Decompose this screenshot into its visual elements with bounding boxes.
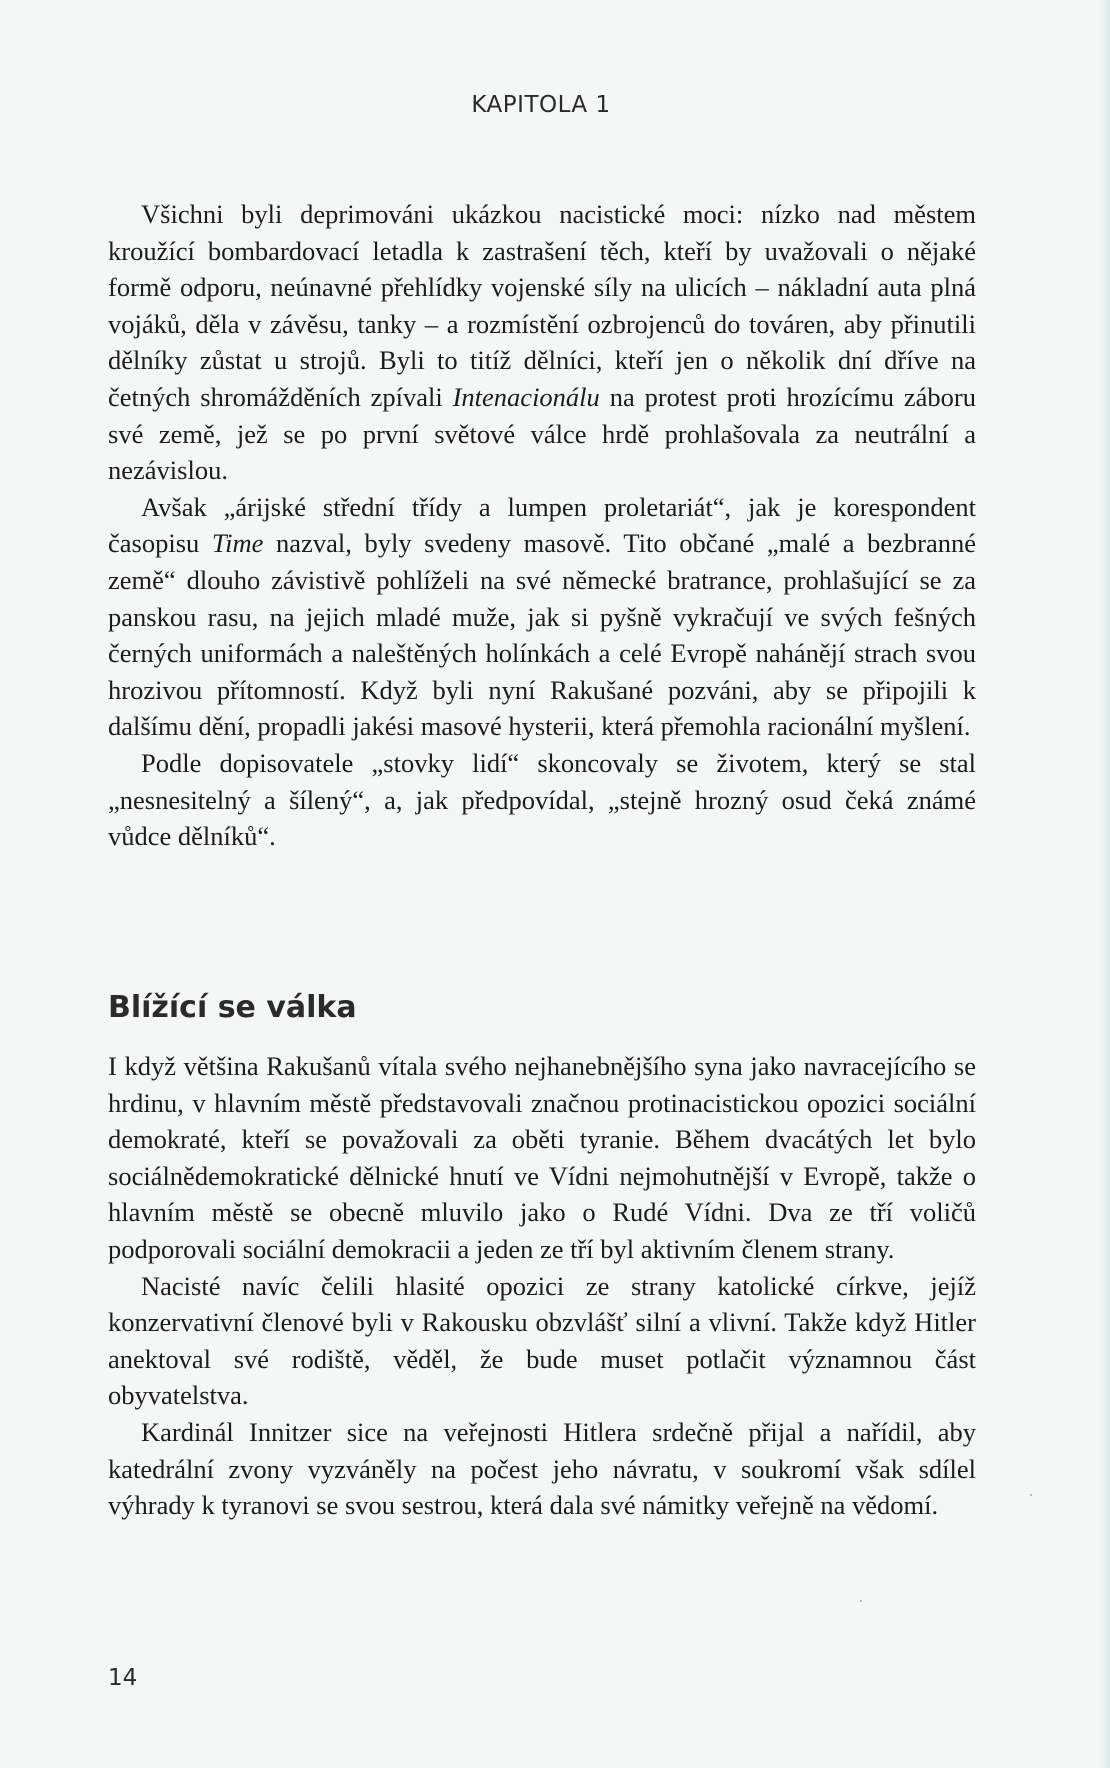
paragraph: Kardinál Innitzer sice na veřejnosti Hitlera srdečně přijal a nařídil, aby katedrální zvony vyzváněly na počest jeho návratu, v soukromí však sdílel výhrady k tyranovi se svou sestrou, která dala své námitky veřejně na vědomí.	[108, 1416, 976, 1521]
page-edge	[1098, 0, 1110, 1768]
text-run: na protest proti hrozícímu záboru své země, jež se po první světové válce hrdě prohlašovala za neutrální a nezávislou.	[108, 381, 976, 486]
body-text-bottom	[108, 1048, 976, 1524]
paragraph: I když většina Rakušanů vítala svého nejhanebnějšího syna jako navracejícího se hrdinu, v hlavním městě představovali značnou protinacistickou opozici sociální demokraté, kteří se považovali za oběti tyranie. Během dvacátých let bylo sociálnědemokratické dělnické hnutí ve Vídni nejmohutnější v Evropě, takže o hlavním městě se obecně mluvilo jako o Rudé Vídni. Dva ze tří voličů podporovali sociální demokracii a jeden ze tří byl aktivním členem strany.	[108, 1051, 976, 1264]
paragraph: Nacisté navíc čelili hlasité opozici ze strany katolické církve, jejíž konzervativní členové byli v Rakousku obzvlášť silní a vlivní. Takže když Hitler anektoval své rodiště, věděl, že bude muset potlačit významnou část obyvatelstva.	[108, 1270, 976, 1411]
italic-title: Intenacionálu	[452, 381, 600, 412]
paragraph	[108, 489, 976, 745]
body-text-top	[108, 196, 976, 855]
paragraph: Podle dopisovatele „stovky lidí“ skoncovaly se životem, který se stal „nesnesitelný a šílený“, a, jak předpovídal, „stejně hrozný osud čeká známé vůdce dělníků“.	[108, 747, 976, 852]
page-number: 14	[108, 1665, 138, 1691]
text-run: Všichni byli deprimováni ukázkou nacistické moci: nízko nad městem kroužící bombardovací letadla k zastrašení těch, kteří by uvažovali o nějaké formě odporu, neúnavné přehlídky vojenské síly na ulicích – nákladní auta plná vojáků, děla v závěsu, tanky – a rozmístění ozbrojenců do továren, aby přinutili dělníky zůstat u strojů. Byli to titíž dělníci, kteří jen o několik dní dříve na četných shromážděních zpívali	[108, 199, 976, 412]
text-run: Avšak „árijské střední třídy a lumpen proletariát“, jak je korespondent časopisu	[108, 491, 976, 559]
paragraph	[108, 196, 976, 489]
section-heading: Blížící se válka	[108, 990, 357, 1025]
italic-title: Time	[211, 528, 264, 559]
chapter-header: KAPITOLA 1	[471, 92, 611, 118]
text-run: nazval, byly svedeny masově. Tito občané „malé a bezbranné země“ dlouho závistivě pohlíželi na své německé bratrance, prohlašující se za panskou rasu, na jejich mladé muže, jak si pyšně vykračují ve svých fešných černých uniformách a naleštěných holínkách a celé Evropě nahánějí strach svou hrozivou přítomností. Když byli nyní Rakušané pozváni, aby se připojili k dalšímu dění, propadli jakési masové hysterii, která přemohla racionální myšlení.	[108, 528, 977, 742]
scan-speck	[860, 1600, 862, 1602]
scan-speck	[1030, 1494, 1032, 1496]
